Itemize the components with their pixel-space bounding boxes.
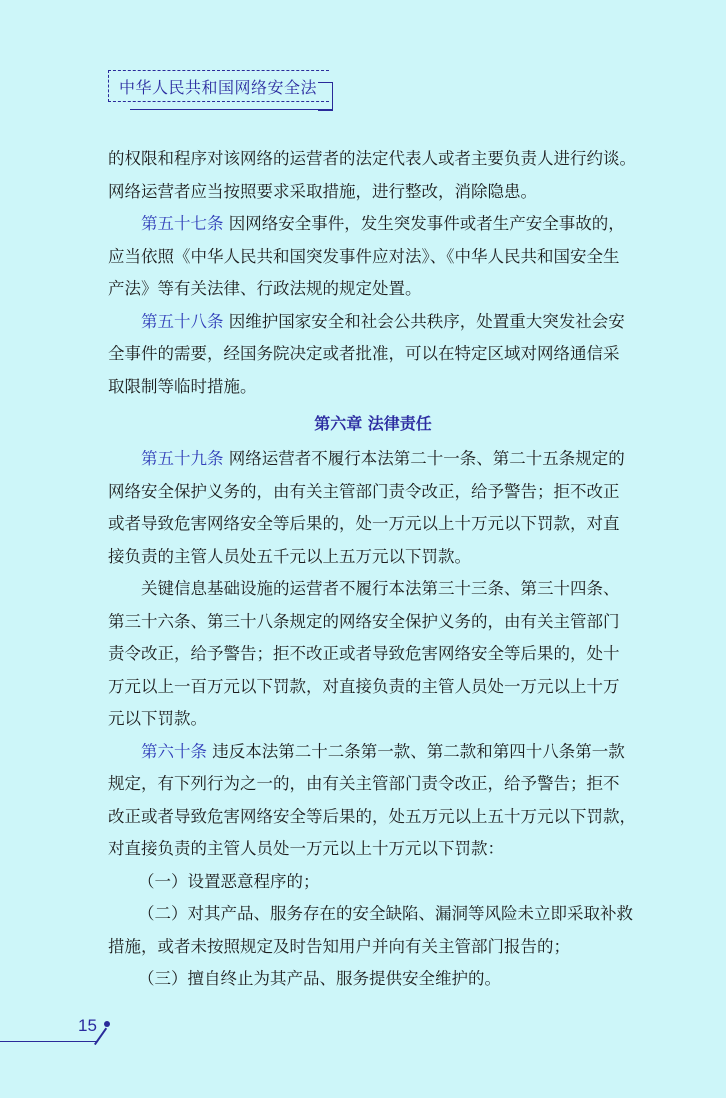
- body-line: 的权限和程序对该网络的运营者的法定代表人或者主要负责人进行约谈。: [108, 149, 636, 168]
- body-line: 网络运营者应当按照要求采取措施，进行整改，消除隐患。: [108, 181, 537, 201]
- article-58-start: 第五十八条 因维护国家安全和社会公共秩序，处置重大突发社会安: [141, 311, 625, 331]
- list-item: （三）擅自终止为其产品、服务提供安全维护的。: [138, 969, 501, 988]
- article-number: 第五十八条: [141, 311, 224, 331]
- body-line: 规定，有下列行为之一的，由有关主管部门责令改正，给予警告；拒不: [108, 774, 620, 793]
- chapter-heading: 第六章 法律责任: [314, 414, 432, 433]
- body-line: 或者导致危害网络安全等后果的，处一万元以上十万元以下罚款，对直: [108, 514, 620, 533]
- header-title: 中华人民共和国网络安全法: [119, 77, 318, 97]
- body-line: 应当依照《中华人民共和国突发事件应对法》、《中华人民共和国安全生: [108, 246, 620, 266]
- article-57-start: 第五十七条 因网络安全事件，发生突发事件或者生产安全事故的，: [141, 214, 625, 233]
- article-number: 第五十九条: [141, 449, 224, 468]
- body-line: 改正或者导致危害网络安全等后果的，处五万元以上五十万元以下罚款，: [108, 806, 636, 826]
- header-decoration-bracket: [318, 82, 333, 111]
- page-body: [108, 143, 638, 996]
- body-line: 第三十六条、第三十八条规定的网络安全保护义务的，由有关主管部门: [108, 611, 620, 631]
- list-item: （二）对其产品、服务存在的安全缺陷、漏洞等风险未立即采取补救: [138, 904, 633, 923]
- body-line: 取限制等临时措施。: [108, 376, 257, 396]
- body-line: 全事件的需要，经国务院决定或者批准，可以在特定区域对网络通信采: [108, 344, 620, 363]
- article-59-start: 第五十九条 网络运营者不履行本法第二十一条、第二十五条规定的: [141, 449, 625, 468]
- body-line: 网络安全保护义务的，由有关主管部门责令改正，给予警告；拒不改正: [108, 481, 620, 501]
- body-line: 措施，或者未按照规定及时告知用户并向有关主管部门报告的；: [108, 936, 570, 956]
- page-number: 15: [78, 1016, 97, 1035]
- body-line: 接负责的主管人员处五千元以上五万元以下罚款。: [108, 546, 471, 566]
- body-line: 万元以上一百万元以下罚款，对直接负责的主管人员处一万元以上十万: [108, 676, 620, 696]
- footer-line: [0, 1041, 96, 1042]
- article-60-start: 第六十条 违反本法第二十二条第一款、第二款和第四十八条第一款: [141, 741, 625, 761]
- body-line: 对直接负责的主管人员处一万元以上十万元以下罚款：: [108, 839, 504, 858]
- list-item: （一）设置恶意程序的；: [138, 871, 320, 891]
- header-decoration-bottom: [130, 109, 332, 110]
- body-line: 产法》等有关法律、行政法规的规定处置。: [108, 279, 422, 298]
- body-line: 关键信息基础设施的运营者不履行本法第三十三条、第三十四条、: [141, 579, 620, 598]
- article-number: 第六十条: [141, 741, 207, 761]
- running-header: [108, 70, 329, 102]
- body-line: 元以下罚款。: [108, 709, 207, 728]
- article-number: 第五十七条: [141, 214, 224, 233]
- footer-dot: [104, 1021, 110, 1027]
- body-line: 责令改正，给予警告；拒不改正或者导致危害网络安全等后果的，处十: [108, 644, 620, 663]
